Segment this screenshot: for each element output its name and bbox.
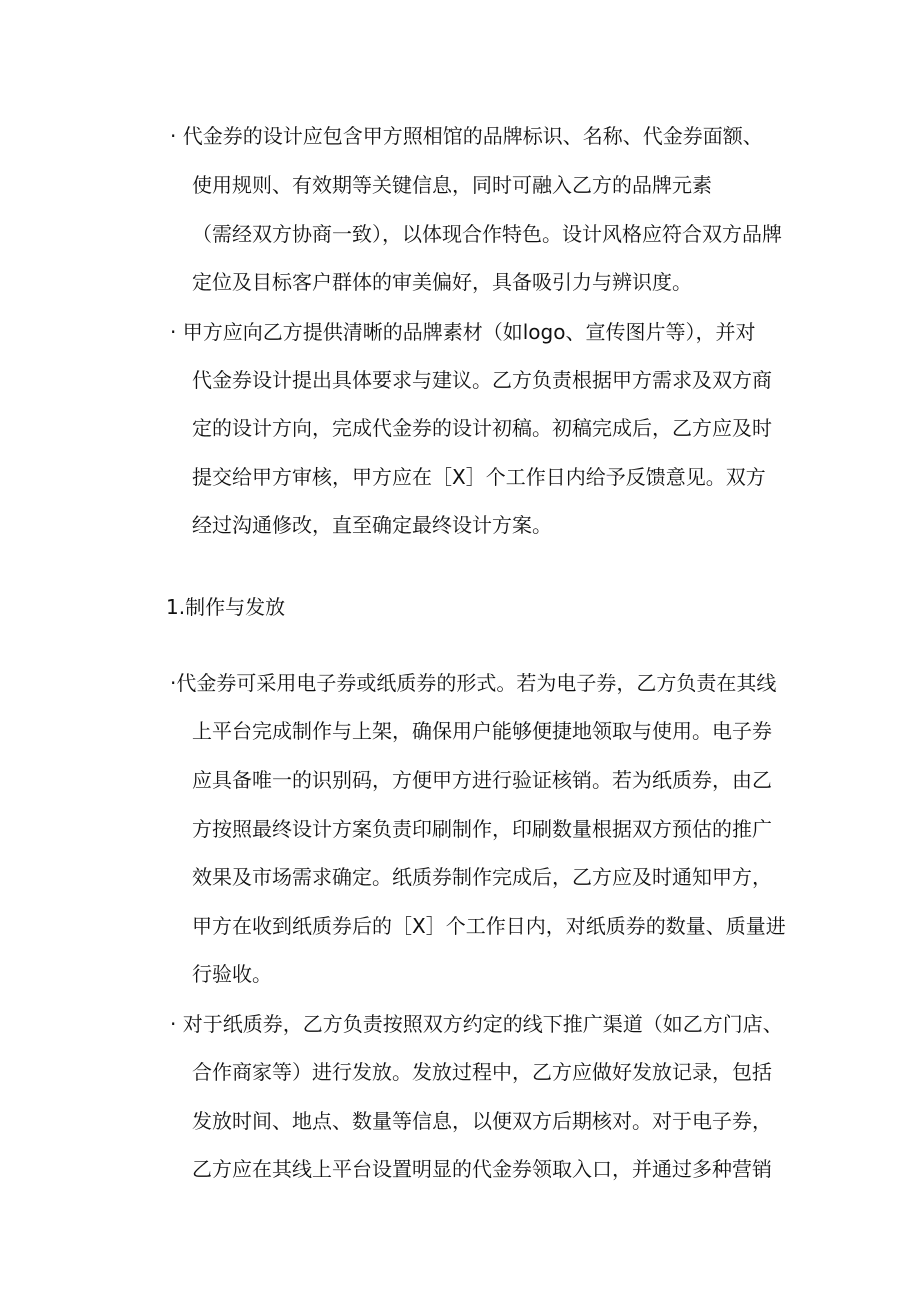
paragraph-line: 定的设计方向，完成代金券的设计初稿。初稿完成后，乙方应及时 xyxy=(192,416,772,440)
paragraph-line: 发放时间、地点、数量等信息，以便双方后期核对。对于电子券， xyxy=(192,1109,772,1133)
paragraph-line: 上平台完成制作与上架，确保用户能够便捷地领取与使用。电子券 xyxy=(192,719,772,743)
paragraph-line: （需经双方协商一致），以体现合作特色。设计风格应符合双方品牌 xyxy=(192,222,782,246)
paragraph-line: 定位及目标客户群体的审美偏好，具备吸引力与辨识度。 xyxy=(192,270,692,294)
paragraph-line: 使用规则、有效期等关键信息，同时可融入乙方的品牌元素 xyxy=(192,173,712,197)
paragraph-line: 乙方应在其线上平台设置明显的代金券领取入口，并通过多种营销 xyxy=(192,1157,772,1181)
section-heading: 1.制作与发放 xyxy=(166,595,286,619)
paragraph-line: ·代金券可采用电子券或纸质券的形式。若为电子券，乙方负责在其线 xyxy=(170,671,777,695)
paragraph-line: 甲方在收到纸质券后的［X］个工作日内，对纸质券的数量、质量进 xyxy=(192,914,786,938)
paragraph-line: 行验收。 xyxy=(192,962,272,986)
paragraph-line: 经过沟通修改，直至确定最终设计方案。 xyxy=(192,513,552,537)
paragraph-line: 代金券设计提出具体要求与建议。乙方负责根据甲方需求及双方商 xyxy=(192,368,772,392)
paragraph-line: · 甲方应向乙方提供清晰的品牌素材（如logo、宣传图片等），并对 xyxy=(170,320,756,344)
paragraph-line: 应具备唯一的识别码，方便甲方进行验证核销。若为纸质券，由乙 xyxy=(192,768,772,792)
paragraph-line: 方按照最终设计方案负责印刷制作，印刷数量根据双方预估的推广 xyxy=(192,817,772,841)
paragraph-line: · 代金券的设计应包含甲方照相馆的品牌标识、名称、代金券面额、 xyxy=(170,124,763,148)
paragraph-line: 效果及市场需求确定。纸质券制作完成后，乙方应及时通知甲方， xyxy=(192,865,772,889)
paragraph-line: · 对于纸质券，乙方负责按照双方约定的线下推广渠道（如乙方门店、 xyxy=(170,1012,783,1036)
paragraph-line: 合作商家等）进行发放。发放过程中，乙方应做好发放记录，包括 xyxy=(192,1060,772,1084)
paragraph-line: 提交给甲方审核，甲方应在［X］个工作日内给予反馈意见。双方 xyxy=(192,465,766,489)
